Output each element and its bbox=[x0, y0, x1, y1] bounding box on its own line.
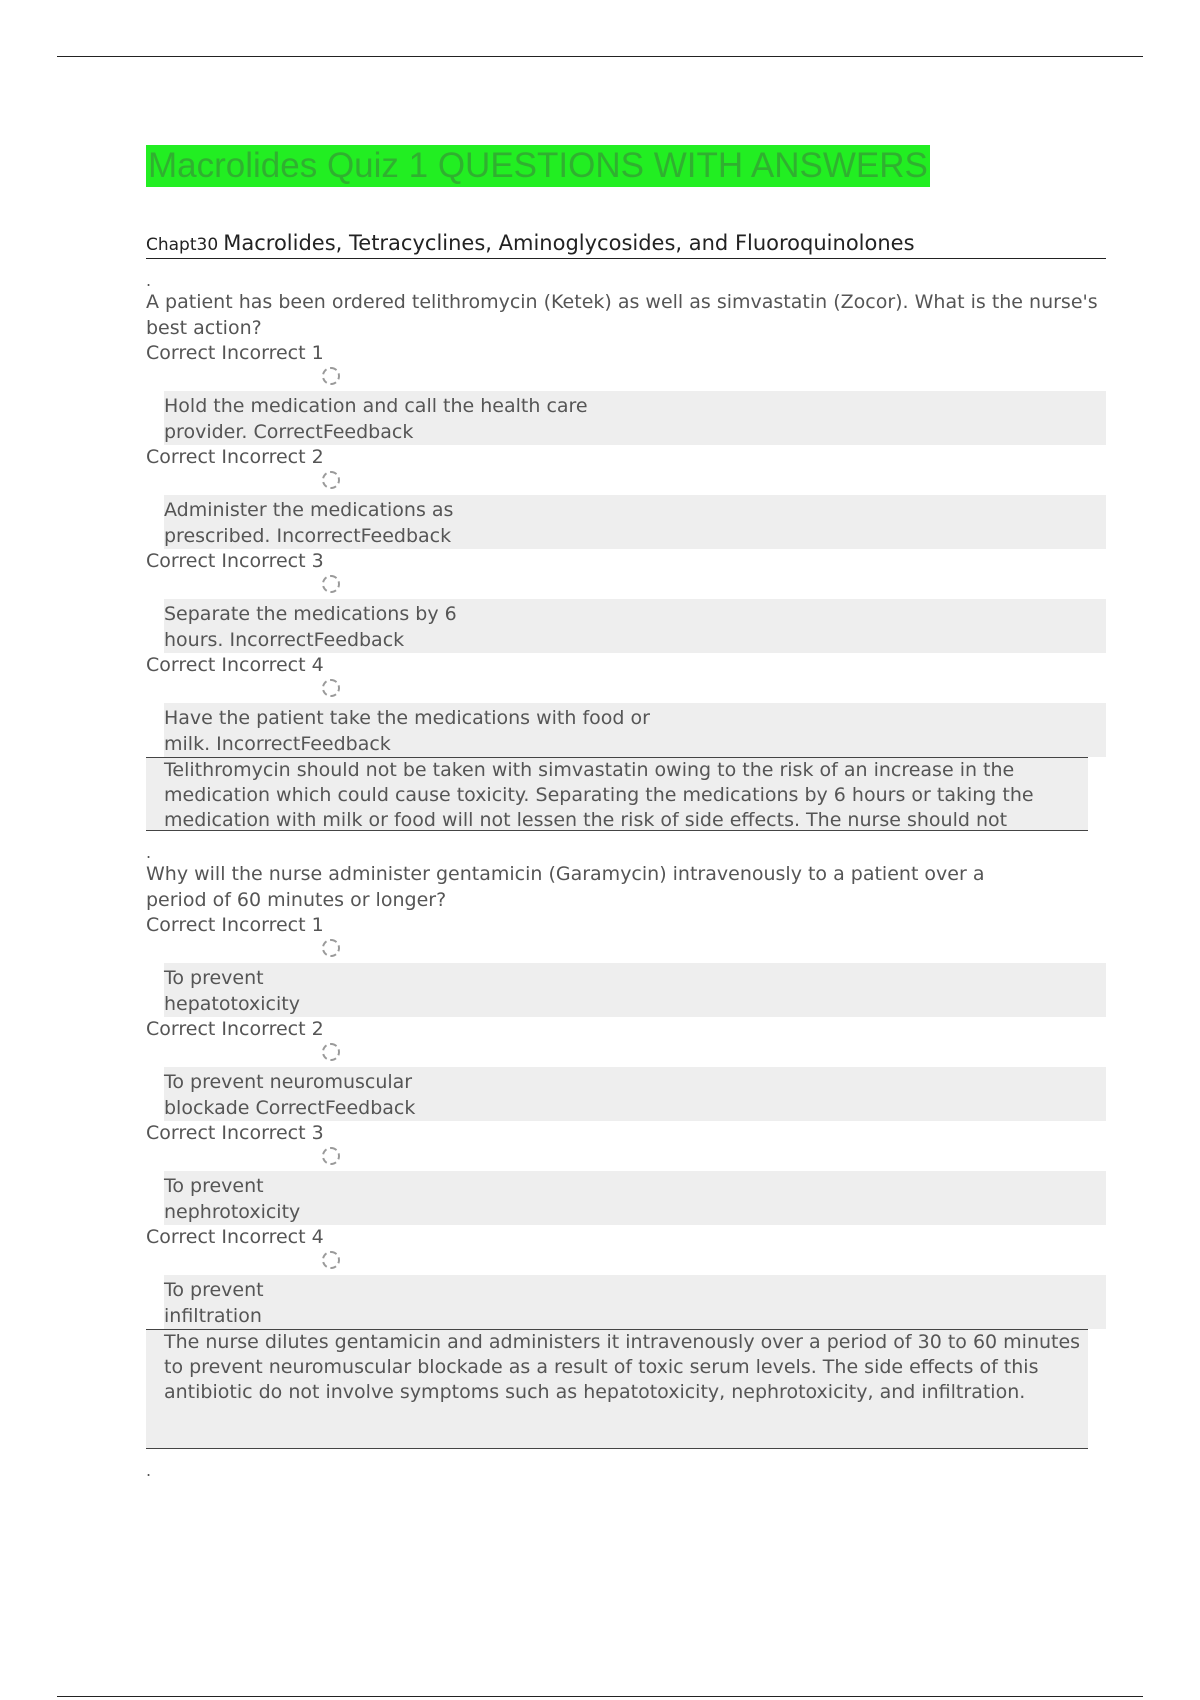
chapter-prefix: Chapt30 bbox=[146, 235, 219, 255]
answer-option[interactable] bbox=[164, 963, 1106, 1017]
option-text: Separate the medications by 6 hours. IncorrectFeedback bbox=[164, 603, 457, 651]
radio-button[interactable] bbox=[322, 367, 340, 385]
option-label: Correct Incorrect 3 bbox=[146, 550, 324, 572]
answer-option[interactable] bbox=[164, 599, 1106, 653]
option-text: To prevent neuromuscular blockade CorrectFeedback bbox=[164, 1071, 416, 1119]
document-body bbox=[146, 145, 1106, 1479]
top-rule bbox=[57, 56, 1143, 57]
question-block bbox=[146, 273, 1106, 831]
chapter-title: Macrolides, Tetracyclines, Aminoglycosides, and Fluoroquinolones bbox=[223, 231, 915, 255]
option-label: Correct Incorrect 2 bbox=[146, 1018, 324, 1040]
radio-button[interactable] bbox=[322, 679, 340, 697]
option-text: Have the patient take the medications with food or milk. IncorrectFeedback bbox=[164, 707, 650, 755]
answer-option[interactable] bbox=[164, 703, 1106, 757]
answer-option[interactable] bbox=[164, 495, 1106, 549]
option-text: Administer the medications as prescribed. IncorrectFeedback bbox=[164, 499, 454, 547]
radio-button[interactable] bbox=[322, 1251, 340, 1269]
option-text: To prevent infiltration bbox=[164, 1279, 264, 1327]
bottom-rule bbox=[57, 1696, 1143, 1697]
option-text: Hold the medication and call the health care provider. CorrectFeedback bbox=[164, 395, 588, 443]
option-text: To prevent nephrotoxicity bbox=[164, 1175, 301, 1223]
chapter-heading bbox=[146, 231, 1106, 259]
feedback-box: The nurse dilutes gentamicin and administers it intravenously over a period of 30 to 60 minutes to prevent neuromuscular blockade as a result of toxic serum levels. The side effects of this antibiotic do not involve symptoms such as hepatotoxicity, nephrotoxicity, and infiltration. bbox=[146, 1329, 1088, 1449]
option-label: Correct Incorrect 1 bbox=[146, 914, 324, 936]
question-text: Why will the nurse administer gentamicin (Garamycin) intravenously to a patient over a period of 60 minutes or longer? bbox=[146, 863, 985, 911]
option-label: Correct Incorrect 4 bbox=[146, 1226, 324, 1248]
answer-option[interactable] bbox=[164, 391, 1106, 445]
radio-button[interactable] bbox=[322, 471, 340, 489]
option-label: Correct Incorrect 1 bbox=[146, 342, 324, 364]
radio-button[interactable] bbox=[322, 575, 340, 593]
option-label: Correct Incorrect 2 bbox=[146, 446, 324, 468]
separator-dot: . bbox=[146, 843, 152, 862]
answer-option[interactable] bbox=[164, 1171, 1106, 1225]
question-block bbox=[146, 845, 1106, 1479]
option-label: Correct Incorrect 3 bbox=[146, 1122, 324, 1144]
radio-button[interactable] bbox=[322, 1043, 340, 1061]
question-text: A patient has been ordered telithromycin (Ketek) as well as simvastatin (Zocor). What is the nurse's best action? bbox=[146, 291, 1098, 339]
option-label: Correct Incorrect 4 bbox=[146, 654, 324, 676]
feedback-box: Telithromycin should not be taken with simvastatin owing to the risk of an increase in the medication which could cause toxicity. Separating the medications by 6 hours or taking the medication with milk or food will not lessen the risk of side effects. The nurse should not bbox=[146, 757, 1088, 831]
radio-button[interactable] bbox=[322, 939, 340, 957]
document-title: Macrolides Quiz 1 QUESTIONS WITH ANSWERS bbox=[148, 146, 928, 185]
separator-dot: . bbox=[146, 1461, 152, 1480]
option-text: To prevent hepatotoxicity bbox=[164, 967, 300, 1015]
radio-button[interactable] bbox=[322, 1147, 340, 1165]
separator-dot: . bbox=[146, 271, 152, 290]
answer-option[interactable] bbox=[164, 1275, 1106, 1329]
answer-option[interactable] bbox=[164, 1067, 1106, 1121]
